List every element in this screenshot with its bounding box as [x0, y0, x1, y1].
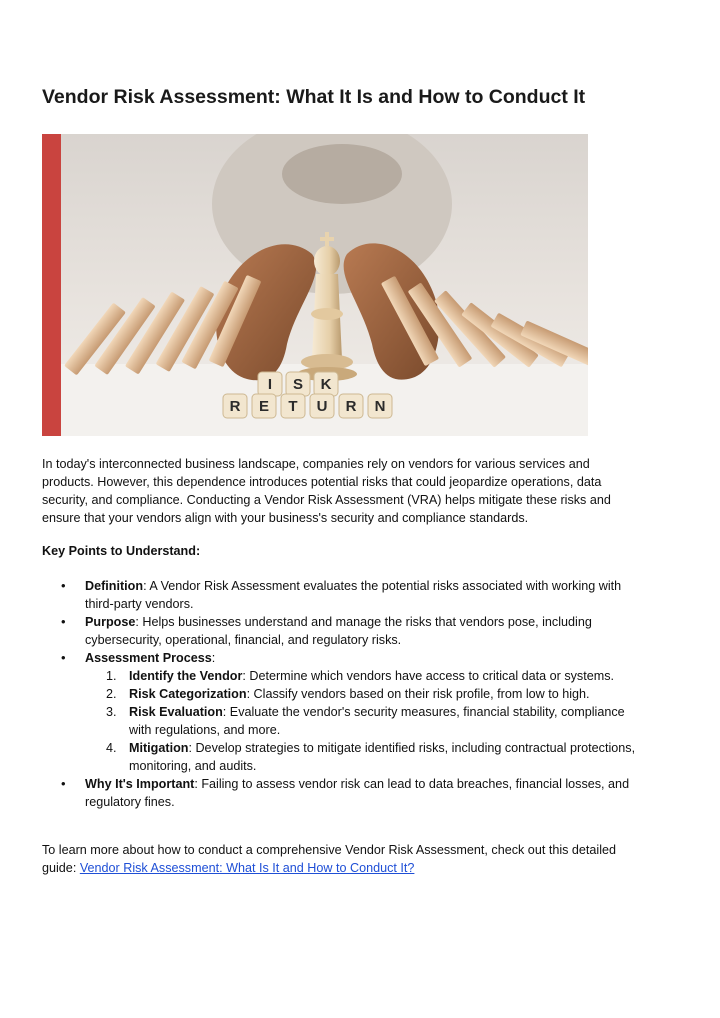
step-label: Risk Evaluation — [129, 705, 223, 719]
point-text: : A Vendor Risk Assessment evaluates the potential risks associated with working with third-party vendors. — [85, 579, 622, 611]
step-text: : Evaluate the vendor's security measures, financial stability, compliance with regulations, and more. — [129, 705, 625, 737]
letter-tile-text: R — [345, 398, 357, 415]
key-points-list — [42, 577, 642, 811]
list-item-definition — [42, 577, 642, 613]
risk-chess-illustration — [42, 134, 588, 436]
step-label: Mitigation — [129, 741, 189, 755]
intro-paragraph: In today's interconnected business landscape, companies rely on vendors for various services and products. However, this dependence introduces potential risks that could jeopardize operations, data security, and compliance. Conducting a Vendor Risk Assessment (VRA) helps mitigate these risks and ensure that your vendors align with your business's security and compliance standards. — [42, 457, 611, 525]
step-number: 3. — [106, 705, 117, 719]
letter-tile-text: E — [258, 398, 270, 415]
step-number: 4. — [106, 741, 117, 755]
point-label: Purpose — [85, 615, 136, 629]
point-text: : Failing to assess vendor risk can lead to data breaches, financial losses, and regulatory fines. — [85, 777, 630, 809]
list-item-assessment-process — [42, 649, 642, 775]
step-item — [42, 703, 642, 739]
step-text: : Determine which vendors have access to critical data or systems. — [242, 669, 615, 683]
hero-image — [42, 134, 588, 436]
letter-tile-text: U — [316, 398, 328, 415]
letter-tile-text: I — [267, 376, 273, 393]
letter-tile-text: K — [320, 376, 332, 393]
guide-link[interactable]: Vendor Risk Assessment: What Is It and How to Conduct It? — [79, 861, 415, 875]
letter-tile-text: T — [288, 398, 298, 415]
process-steps — [85, 667, 642, 775]
step-item — [42, 739, 642, 775]
step-label: Identify the Vendor — [129, 669, 243, 683]
list-item-purpose — [42, 613, 642, 649]
step-text: : Develop strategies to mitigate identified risks, including contractual protections, monitoring, and audits. — [129, 741, 636, 773]
key-points-heading: Key Points to Understand: — [42, 544, 201, 558]
letter-tile-text: S — [292, 376, 304, 393]
step-label: Risk Categorization — [129, 687, 247, 701]
accent-bar — [42, 134, 61, 436]
list-item-why-important — [42, 775, 642, 811]
letter-tile-text: N — [374, 398, 386, 415]
point-label: Why It's Important — [85, 777, 195, 791]
point-label: Assessment Process — [85, 651, 212, 665]
step-item — [42, 667, 642, 685]
outro-paragraph — [42, 841, 642, 877]
step-text: : Classify vendors based on their risk profile, from low to high. — [246, 687, 590, 701]
point-text: : — [211, 651, 216, 665]
point-text: : Helps businesses understand and manage the risks that vendors pose, including cybersecurity, operational, financial, and regulatory risks. — [85, 615, 592, 647]
step-number: 1. — [106, 669, 117, 683]
point-label: Definition — [85, 579, 144, 593]
page-title: Vendor Risk Assessment: What It Is and How to Conduct It — [42, 86, 586, 108]
step-number: 2. — [106, 687, 117, 701]
outro-text: To learn more about how to conduct a comprehensive Vendor Risk Assessment, check out this detailed guide: — [42, 843, 617, 875]
step-item — [42, 685, 642, 703]
letter-tile-text: R — [229, 398, 241, 415]
